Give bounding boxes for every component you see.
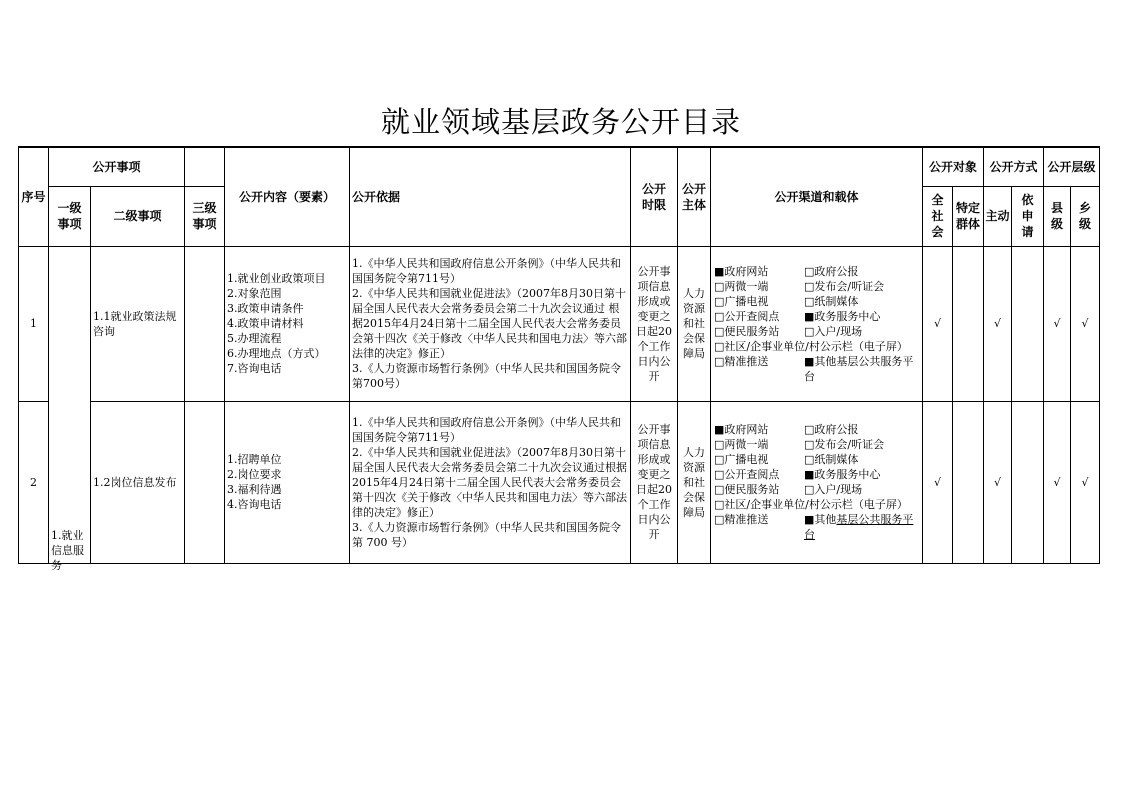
time-limit-cell: 公开事项信息形成或变更之日起20个工作日内公开 <box>631 246 678 401</box>
content-item: 2.岗位要求 <box>227 468 282 482</box>
page-title: 就业领域基层政务公开目录 <box>380 105 741 139</box>
header-blank <box>185 147 225 186</box>
channel-cell <box>711 246 923 401</box>
subject-cell: 人力资源和社会保障局 <box>678 401 711 563</box>
channel-option: □发布会/听证会 <box>804 279 885 293</box>
header-subject <box>678 147 711 246</box>
channel-option: □入户/现场 <box>804 483 863 497</box>
header-level-town-label: 乡级 <box>1079 201 1092 231</box>
channel-option: □精准推送 <box>714 513 769 527</box>
channel-other-prefix: ■其他 <box>804 513 837 527</box>
channel-option: □纸制媒体 <box>804 453 859 467</box>
content-item: 3.政策申请条件 <box>227 302 304 316</box>
header-level1-label: 一级事项 <box>57 201 82 231</box>
header-subject-label: 公开主体 <box>682 181 707 212</box>
header-target-all-label: 全社会 <box>931 193 944 239</box>
channel-option: □纸制媒体 <box>804 294 859 308</box>
basis-item: 3.《人力资源市场暂行条例》（中华人民共和国国务院令第 700 号） <box>352 520 622 549</box>
content-item: 1.就业创业政策项目 <box>227 272 326 286</box>
level2-cell: 1.2岗位信息发布 <box>91 401 185 563</box>
header-target-specific <box>953 186 984 246</box>
content-item: 6.办理地点（方式） <box>227 347 326 361</box>
channel-option: □入户/现场 <box>804 324 863 338</box>
channel-option: ■其他基层公共服务平台 <box>804 354 914 383</box>
header-level2: 二级事项 <box>91 186 185 246</box>
disclosure-table <box>18 146 1100 572</box>
row-seq: 2 <box>19 401 49 563</box>
content-item: 1.招聘单位 <box>227 453 282 467</box>
level-county-check: √ <box>1044 401 1071 563</box>
channel-option: □精准推送 <box>714 354 769 368</box>
channel-option: □发布会/听证会 <box>804 438 885 452</box>
channel-option: □两微一端 <box>714 279 769 293</box>
header-target-specific-label: 特定群体 <box>956 201 981 231</box>
content-cell <box>225 401 350 563</box>
header-level-group: 公开层级 <box>1044 147 1100 186</box>
method-active-check: √ <box>984 246 1012 401</box>
channel-option: □政府公报 <box>804 423 859 437</box>
channel-option: □社区/企事业单位/村公示栏（电子屏） <box>714 498 908 512</box>
table-row <box>19 401 1100 563</box>
level-town-check: √ <box>1071 401 1100 563</box>
header-target-all <box>923 186 953 246</box>
header-method-request <box>1012 186 1044 246</box>
channel-cell <box>711 401 923 563</box>
method-request-check <box>1012 246 1044 401</box>
content-item: 4.咨询电话 <box>227 498 282 512</box>
target-all-check: √ <box>923 246 953 401</box>
channel-option: ■政务服务中心 <box>804 468 881 482</box>
header-seq: 序号 <box>19 147 49 246</box>
level3-cell <box>185 246 225 401</box>
basis-item: 2.《中华人民共和国就业促进法》（2007年8月30日第十届全国人民代表大会常务委员会第二十九次会议通过根据2015年4月24日第十二届全国人民代表大会常务委员会第十四次《关于修改〈中华人民共和国电力法〉等六部法律的决定》修正） <box>352 445 628 519</box>
header-level-town <box>1071 186 1100 246</box>
content-item: 2.对象范围 <box>227 287 282 301</box>
header-level3 <box>185 186 225 246</box>
header-method-group: 公开方式 <box>984 147 1044 186</box>
header-level3-label: 三级事项 <box>192 201 217 231</box>
target-specific-check <box>953 401 984 563</box>
time-limit-cell: 公开事项信息形成或变更之日起20个工作日内公开 <box>631 401 678 563</box>
channel-other-link: 基层公共服务平台 <box>804 513 914 542</box>
row-seq: 1 <box>19 246 49 401</box>
channel-option: □公开查阅点 <box>714 468 780 482</box>
level-town-check: √ <box>1071 246 1100 401</box>
header-channel: 公开渠道和载体 <box>711 147 923 246</box>
content-item: 3.福利待遇 <box>227 483 282 497</box>
level1-cell <box>49 246 91 572</box>
channel-option: □便民服务站 <box>714 324 780 338</box>
basis-item: 3.《人力资源市场暂行条例》（中华人民共和国国务院令第700号） <box>352 362 622 391</box>
level3-cell <box>185 401 225 563</box>
header-level-county <box>1044 186 1071 246</box>
level2-cell: 1.1就业政策法规咨询 <box>91 246 185 401</box>
header-level-county-label: 县级 <box>1051 201 1064 231</box>
level-county-check: √ <box>1044 246 1071 401</box>
basis-item: 1.《中华人民共和国政府信息公开条例》（中华人民共和国国务院令第711号） <box>352 257 622 286</box>
subject-cell: 人力资源和社会保障局 <box>678 246 711 401</box>
level1-label: 1.就业信息服务 <box>51 528 84 572</box>
table-row <box>19 246 1100 401</box>
header-time-limit <box>631 147 678 246</box>
method-request-check <box>1012 401 1044 563</box>
channel-option: ■政府网站 <box>714 423 769 437</box>
content-item: 5.办理流程 <box>227 332 282 346</box>
method-active-check: √ <box>984 401 1012 563</box>
basis-item: 2.《中华人民共和国就业促进法》（2007年8月30日第十届全国人民代表大会常务委员会第二十九次会议通过 根据2015年4月24日第十二届全国人民代表大会常务委员会第十四次《关于修改〈中华人民共和国电力法〉等六部法律的决定》修正） <box>352 287 628 361</box>
channel-option: ■政府网站 <box>714 264 769 278</box>
header-content <box>225 147 350 246</box>
channel-option: □便民服务站 <box>714 483 780 497</box>
header-content-label: 公开内容（要素） <box>239 189 336 204</box>
content-item: 4.政策申请材料 <box>227 317 304 331</box>
channel-option: ■政务服务中心 <box>804 309 881 323</box>
channel-option: □政府公报 <box>804 264 859 278</box>
content-item: 7.咨询电话 <box>227 362 282 376</box>
basis-cell <box>350 401 631 563</box>
channel-option: □广播电视 <box>714 453 769 467</box>
basis-item: 1.《中华人民共和国政府信息公开条例》（中华人民共和国国务院令第711号） <box>352 415 622 444</box>
header-row-1 <box>19 147 1100 186</box>
target-all-check: √ <box>923 401 953 563</box>
target-specific-check <box>953 246 984 401</box>
channel-option <box>804 512 919 542</box>
channel-option: □广播电视 <box>714 294 769 308</box>
channel-option: □公开查阅点 <box>714 309 780 323</box>
header-method-active: 主动 <box>984 186 1012 246</box>
channel-option: □社区/企事业单位/村公示栏（电子屏） <box>714 339 908 353</box>
header-time-limit-label: 公开时限 <box>642 181 667 212</box>
header-method-request-label: 依申请 <box>1021 193 1034 239</box>
channel-option: □两微一端 <box>714 438 769 452</box>
header-target-group: 公开对象 <box>923 147 984 186</box>
content-cell <box>225 246 350 401</box>
header-basis: 公开依据 <box>350 147 631 246</box>
basis-cell <box>350 246 631 401</box>
header-level1 <box>49 186 91 246</box>
header-item-group: 公开事项 <box>49 147 185 186</box>
